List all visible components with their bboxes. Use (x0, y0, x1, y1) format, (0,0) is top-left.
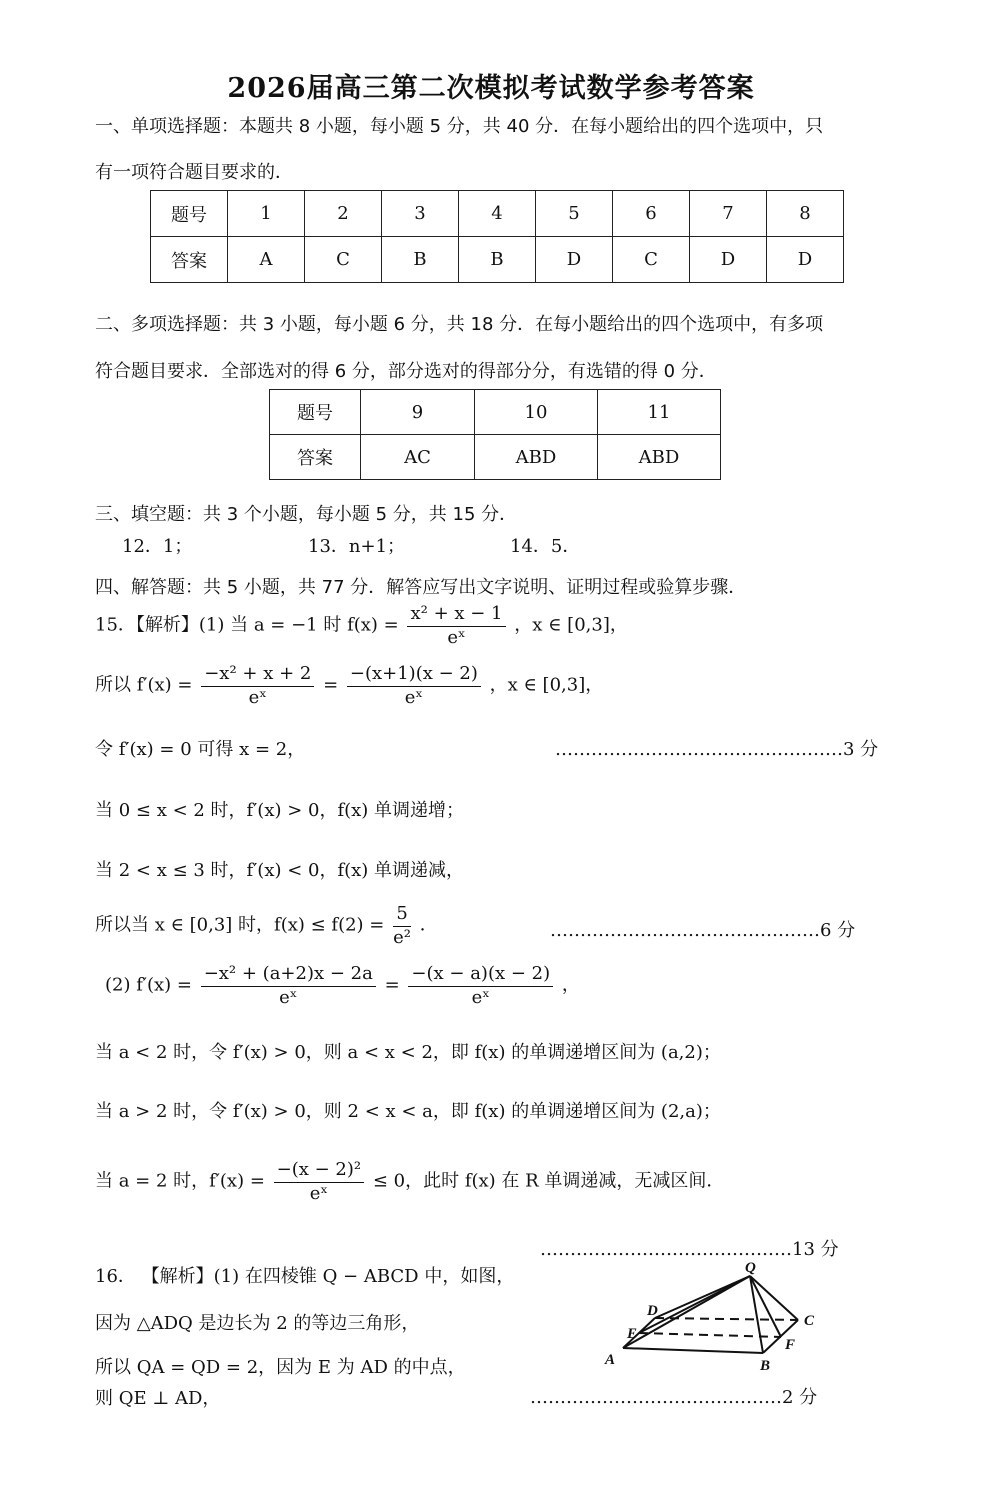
q16-line2: 因为 △ADQ 是边长为 2 的等边三角形， (95, 1313, 420, 1334)
table-row (151, 237, 844, 283)
edge-DC-hidden (655, 1318, 798, 1320)
row-label-question: 题号 (151, 191, 228, 237)
section3-heading: 三、填空题：共 3 个小题，每小题 5 分，共 15 分． (95, 504, 518, 525)
fraction (407, 602, 505, 649)
equals-sign: = (323, 674, 339, 696)
vertex-label-E: E (627, 1326, 638, 1342)
row-label-answer: 答案 (151, 237, 228, 283)
multi-choice-answer-table (269, 389, 721, 480)
section1-heading: 一、单项选择题：本题共 8 小题，每小题 5 分，共 40 分．在每小题给出的四个选项中，只 (95, 116, 824, 137)
table-cell: D (536, 237, 613, 283)
table-row (270, 390, 721, 435)
table-cell: 3 (382, 191, 459, 237)
table-cell: ABD (475, 435, 598, 480)
page-title: 2026届高三第二次模拟考试数学参考答案 (227, 73, 755, 104)
denominator: eˣ (309, 1183, 329, 1204)
pyramid-diagram (595, 1258, 830, 1383)
denominator: eˣ (404, 687, 424, 708)
q15-line10 (95, 1158, 724, 1205)
q15-line1-text: 15．【解析】(1) 当 a = −1 时 f(x) = (95, 614, 399, 636)
q15-line5: 当 2 < x ≤ 3 时，f′(x) < 0，f(x) 单调递减， (95, 860, 465, 881)
q15-line7-text: (2) f′(x) = (105, 974, 192, 996)
numerator: 5 (393, 902, 411, 927)
fraction (201, 662, 314, 709)
vertex-label-A: A (605, 1352, 616, 1368)
denominator: eˣ (471, 987, 490, 1008)
score-marker: ……………………………………2 分 (530, 1387, 818, 1408)
numerator: −(x − a)(x − 2) (408, 962, 553, 987)
edge-AB (623, 1348, 763, 1353)
section4-heading: 四、解答题：共 5 小题，共 77 分．解答应写出文字说明、证明过程或验算步骤． (95, 577, 747, 598)
q15-line9: 当 a > 2 时，令 f′(x) > 0，则 2 < x < a，即 f(x) 的单调递增区间为 (2,a)； (95, 1101, 721, 1122)
table-row (270, 435, 721, 480)
q15-line7 (105, 962, 580, 1009)
q15-line10-text: 当 a = 2 时，f′(x) = (95, 1170, 265, 1192)
q15-line3: 令 f′(x) = 0 可得 x = 2， (95, 739, 306, 760)
q15-line7-tail: ， (561, 974, 580, 996)
q16-line3: 所以 QA = QD = 2，因为 E 为 AD 的中点， (95, 1357, 466, 1378)
table-cell: 2 (305, 191, 382, 237)
fraction (393, 902, 411, 949)
fraction (347, 662, 481, 709)
denominator: eˣ (447, 627, 466, 648)
table-cell: C (613, 237, 690, 283)
table-cell: D (767, 237, 844, 283)
q15-line6-tail: ． (419, 914, 438, 936)
score-marker: ……………………………………13 分 (540, 1239, 839, 1260)
table-cell: 6 (613, 191, 690, 237)
vertex-label-F: F (785, 1337, 796, 1353)
table-cell: 11 (598, 390, 721, 435)
answer-14: 14．5． (510, 536, 581, 557)
q15-line2-tail: ，x ∈ [0,3]， (489, 674, 604, 696)
q15-line2-text: 所以 f′(x) = (95, 674, 193, 696)
denominator: e² (393, 927, 411, 948)
table-cell: 7 (690, 191, 767, 237)
section2-heading: 二、多项选择题：共 3 小题，每小题 6 分，共 18 分．在每小题给出的四个选项中，有多项 (95, 314, 824, 335)
vertex-label-B: B (760, 1358, 771, 1374)
section2-heading-cont: 符合题目要求．全部选对的得 6 分，部分选对的得部分分，有选错的得 0 分． (95, 361, 717, 382)
numerator: −x² + x + 2 (201, 662, 314, 687)
table-cell: ABD (598, 435, 721, 480)
table-cell: D (690, 237, 767, 283)
table-cell: 1 (228, 191, 305, 237)
table-cell: 5 (536, 191, 613, 237)
answer-13: 13．n+1； (308, 536, 406, 557)
numerator: −(x − 2)² (274, 1158, 364, 1183)
row-label-answer: 答案 (270, 435, 361, 480)
q15-line1 (95, 602, 628, 649)
equals-sign: = (384, 974, 400, 996)
q15-line10-tail: ≤ 0，此时 f(x) 在 R 单调递减，无减区间． (372, 1170, 725, 1192)
q15-line6 (95, 902, 438, 949)
single-choice-answer-table (150, 190, 844, 283)
table-cell: 10 (475, 390, 598, 435)
q15-line6-text: 所以当 x ∈ [0,3] 时，f(x) ≤ f(2) = (95, 914, 385, 936)
fraction (201, 962, 376, 1009)
score-marker: …………………………………………3 分 (555, 739, 879, 760)
table-cell: 9 (361, 390, 475, 435)
q16-line4: 则 QE ⊥ AD， (95, 1388, 221, 1409)
vertex-label-C: C (804, 1313, 815, 1329)
numerator: −x² + (a+2)x − 2a (201, 962, 376, 987)
q15-line2 (95, 662, 603, 709)
table-cell: B (382, 237, 459, 283)
answer-12: 12．1； (122, 536, 193, 557)
vertex-label-D: D (647, 1303, 658, 1319)
numerator: x² + x − 1 (407, 602, 505, 627)
fraction (274, 1158, 364, 1205)
table-cell: 8 (767, 191, 844, 237)
q15-line8: 当 a < 2 时，令 f′(x) > 0，则 a < x < 2，即 f(x) 的单调递增区间为 (a,2)； (95, 1042, 721, 1063)
table-cell: 4 (459, 191, 536, 237)
score-marker: ………………………………………6 分 (550, 920, 856, 941)
table-cell: AC (361, 435, 475, 480)
table-row (151, 191, 844, 237)
table-cell: A (228, 237, 305, 283)
vertex-label-Q: Q (745, 1260, 756, 1276)
table-cell: B (459, 237, 536, 283)
fraction (408, 962, 553, 1009)
row-label-question: 题号 (270, 390, 361, 435)
section1-heading-cont: 有一项符合题目要求的． (95, 162, 293, 183)
denominator: eˣ (279, 987, 298, 1008)
denominator: eˣ (248, 687, 267, 708)
numerator: −(x+1)(x − 2) (347, 662, 481, 687)
q15-line4: 当 0 ≤ x < 2 时，f′(x) > 0，f(x) 单调递增； (95, 800, 465, 821)
q15-line1-tail: ，x ∈ [0,3]， (514, 614, 628, 636)
table-cell: C (305, 237, 382, 283)
q16-line1: 16． 【解析】(1) 在四棱锥 Q − ABCD 中，如图， (95, 1266, 515, 1287)
